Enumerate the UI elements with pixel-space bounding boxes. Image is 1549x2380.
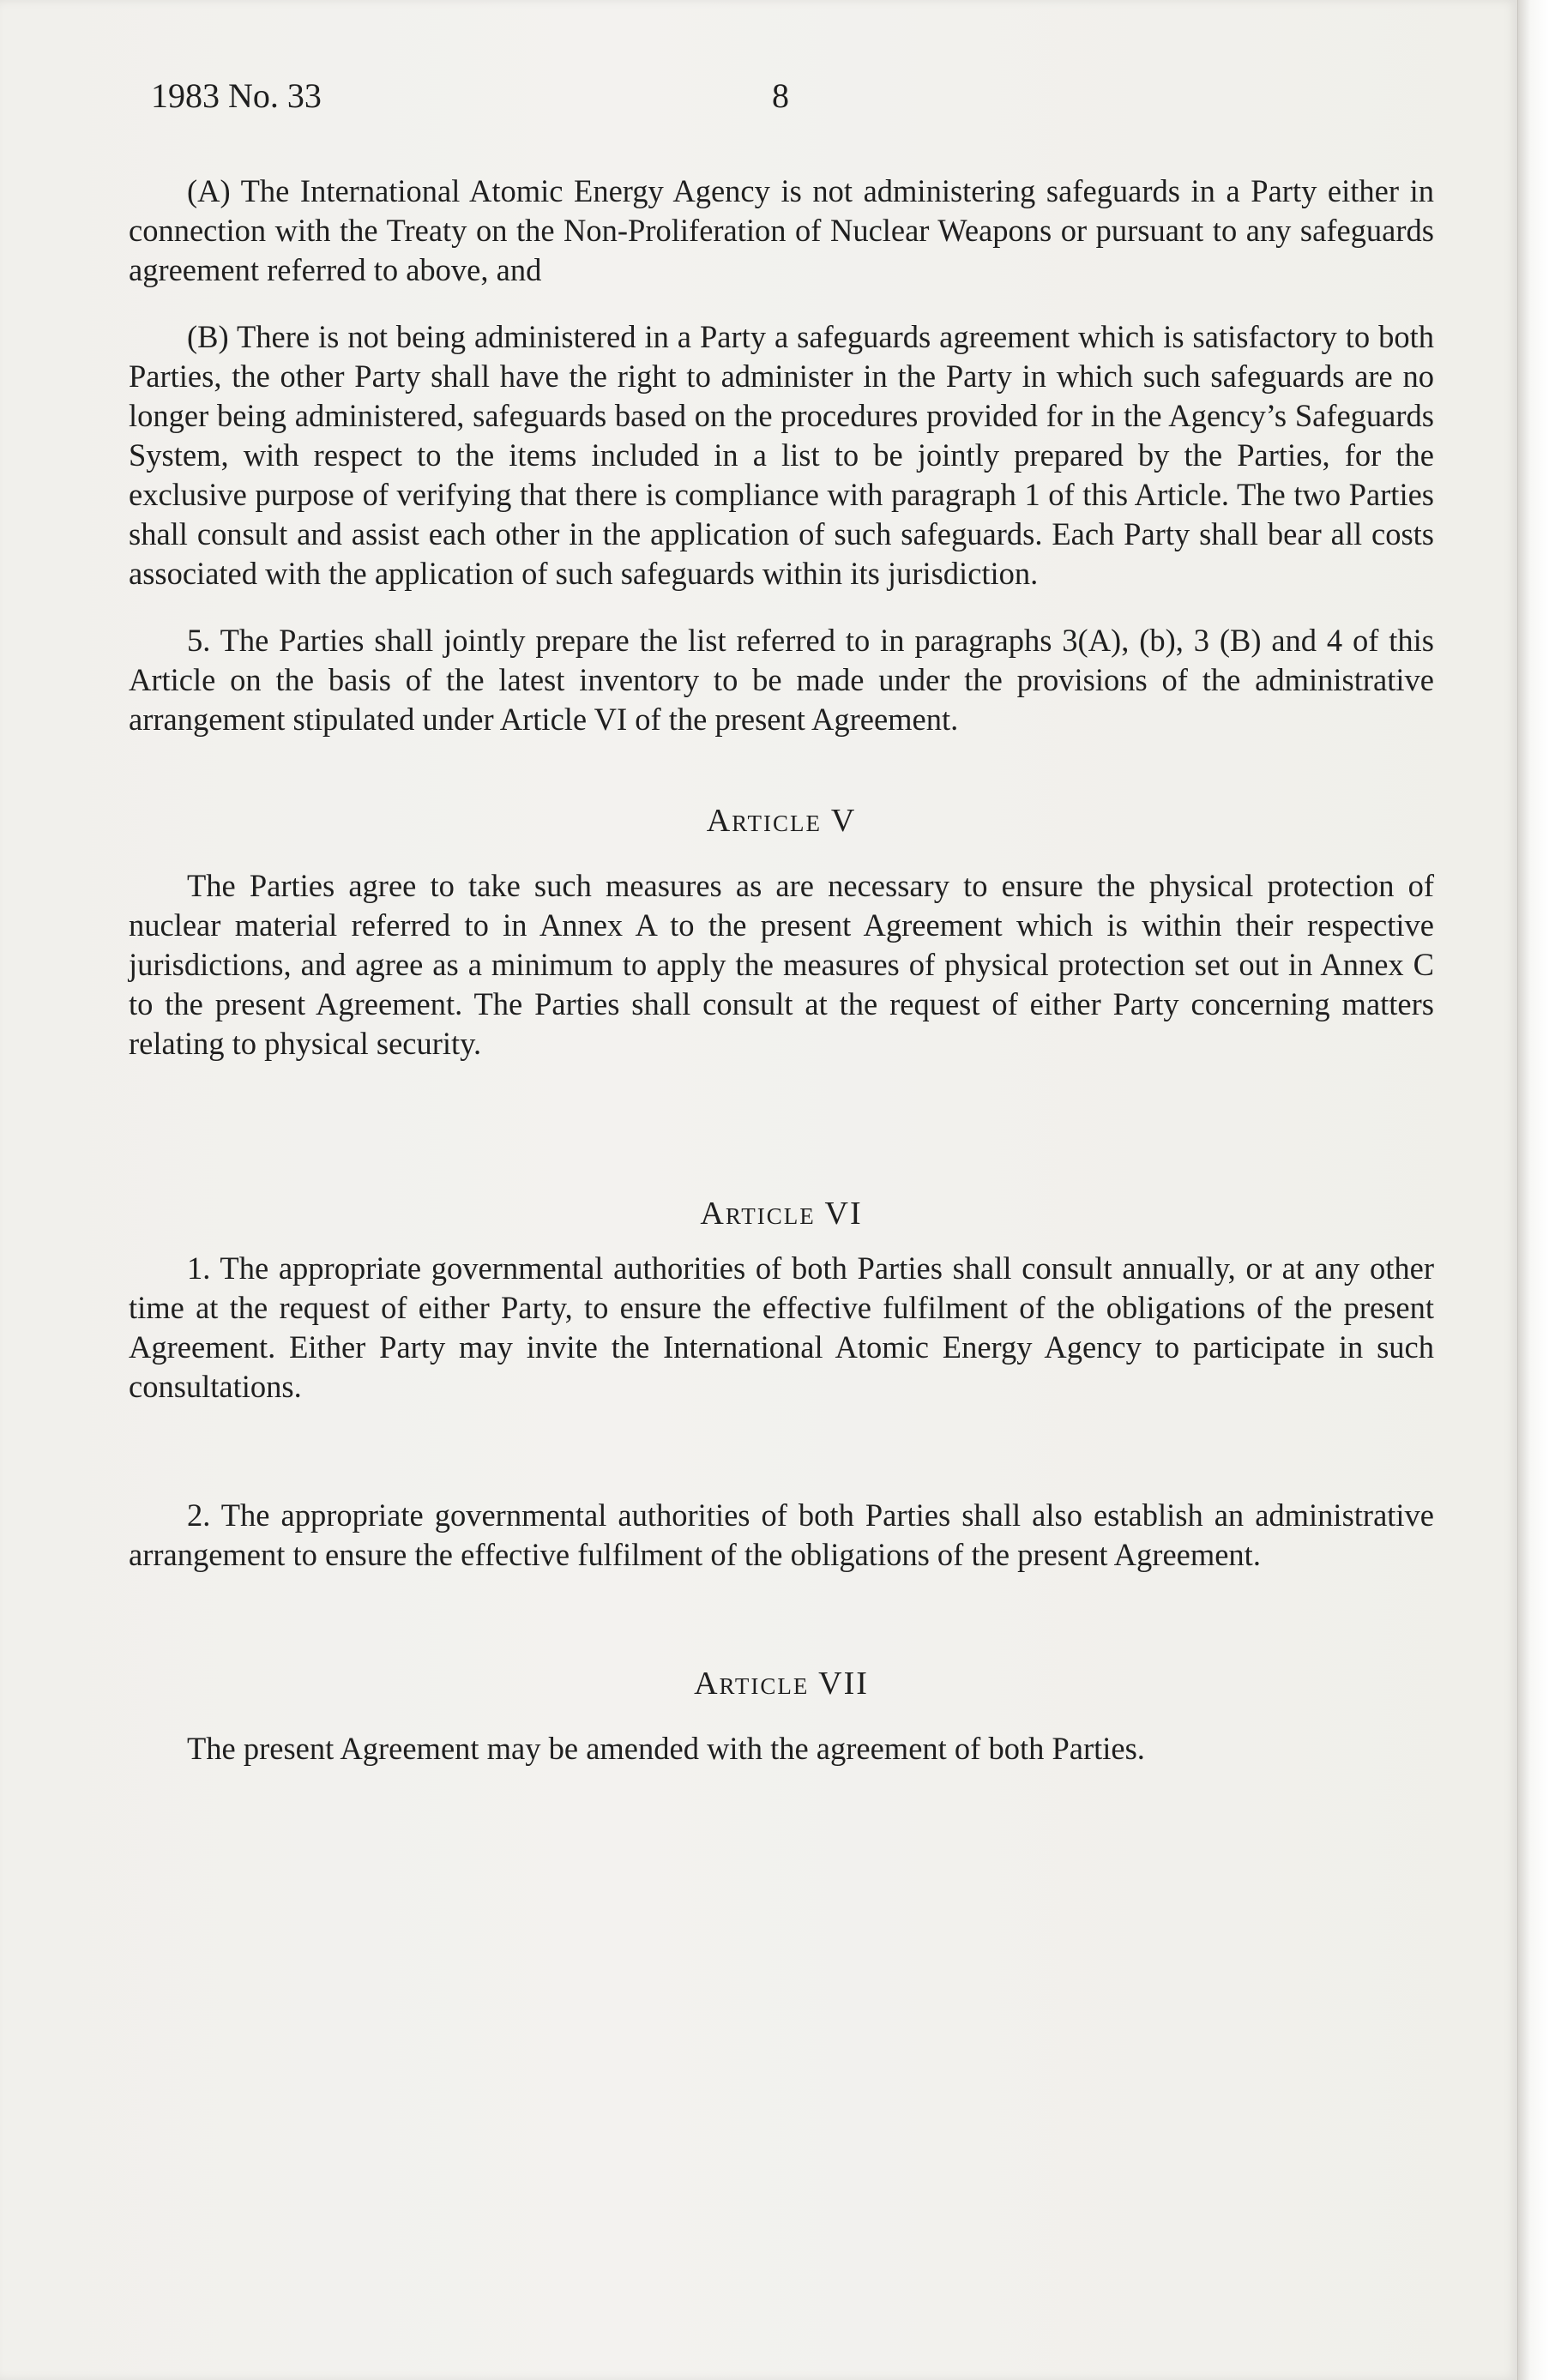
page-edge [1517,0,1549,2380]
page-header [151,75,1437,127]
page-number: 8 [772,76,789,115]
article-vi-paragraph-1: 1. The appropriate governmental authorities of both Parties shall consult annually, or at any other time at the request of either Party, to ensure the effective fulfilment of the obligations of the present Agreement. Either Party may invite the International Atomic Energy Agency to participate in such consultations. [129,1250,1434,1404]
article-vii-text: The present Agreement may be amended with the agreement of both Parties. [187,1731,1145,1766]
article-v-heading: Article V [706,803,857,839]
paragraph-4a: (A) The International Atomic Energy Agency is not administering safeguards in a Party either in connection with the Treaty on the Non-Proliferation of Nuclear Weapons or pursuant to any safeguards agreement referred to above, and [129,173,1434,287]
paragraph-4b: (B) There is not being administered in a Party a safeguards agreement which is satisfactory to both Parties, the other Party shall have the right to administer in the Party in which such safeguards are no longer being administered, safeguards based on the procedures provided for in the Agency’s Safeguards System, with respect to the items included in a list to be jointly prepared by the Parties, for the exclusive purpose of verifying that there is compliance with paragraph 1 of this Article. The two Parties shall consult and assist each other in the application of such safeguards. Each Party shall bear all costs associated with the application of such safeguards within its jurisdiction. [129,319,1434,591]
document-body [129,172,1434,1768]
paragraph-5: 5. The Parties shall jointly prepare the list referred to in paragraphs 3(A), (b), 3 (B) and 4 of this Article on the basis of the latest inventory to be made under the provisions of the administrative arrangement stipulated under Article VI of the present Agreement. [129,623,1434,737]
article-vii-heading: Article VII [694,1666,869,1702]
article-v-text: The Parties agree to take such measures as are necessary to ensure the physical protection of nuclear material referred to in Annex A to the present Agreement which is within their respective jurisdictions, and agree as a minimum to apply the measures of physical protection set out in Annex C to the present Agreement. The Parties shall consult at the request of either Party concerning matters relating to physical security. [129,868,1434,1061]
article-vi-heading: Article VI [700,1196,863,1232]
law-reference: 1983 No. 33 [151,76,322,115]
article-vi-paragraph-2: 2. The appropriate governmental authorities of both Parties shall also establish an administrative arrangement to ensure the effective fulfilment of the obligations of the present Agreement. [129,1497,1434,1572]
